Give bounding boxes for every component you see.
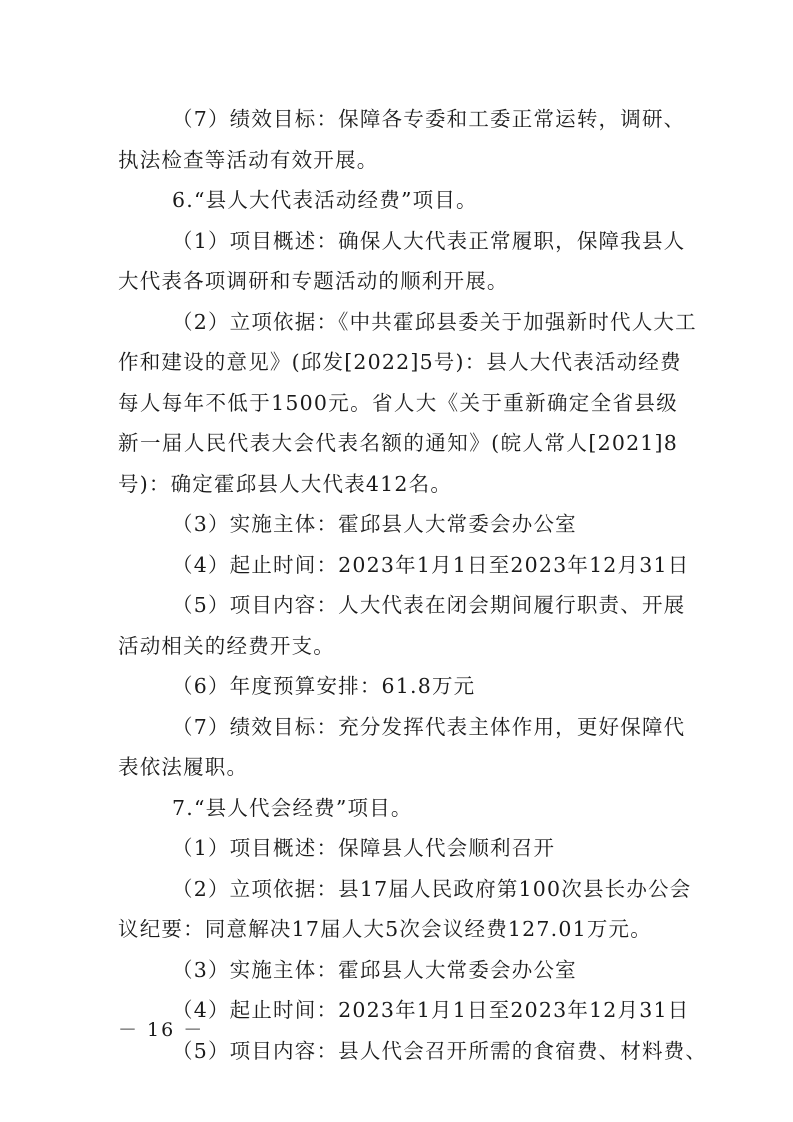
- text-line: 新一届人民代表大会代表名额的通知》(皖人常人[2021]8: [118, 431, 678, 455]
- text-line: （7）绩效目标：保障各专委和工委正常运转，调研、: [172, 107, 686, 131]
- text-line: 大代表各项调研和专题活动的顺利开展。: [118, 269, 509, 293]
- text-line: （3）实施主体：霍邱县人大常委会办公室: [172, 957, 577, 982]
- text-line: （2）立项依据：《中共霍邱县委关于加强新时代人大工: [172, 309, 697, 334]
- text-line: （1）项目概述：保障县人代会顺利召开: [172, 836, 556, 860]
- text-line: （2）立项依据：县17届人民政府第100次县长办公会: [172, 876, 692, 901]
- page-number: － 16 －: [118, 1019, 205, 1041]
- text-line: （4）起止时间：2023年1月1日至2023年12月31日: [172, 552, 690, 577]
- text-line: 活动相关的经费开支。: [118, 633, 335, 658]
- text-line: 6.“县人大代表活动经费”项目。: [172, 188, 478, 212]
- text-line: 表依法履职。: [118, 755, 249, 779]
- text-line: （5）项目内容：人大代表在闭会期间履行职责、开展: [172, 593, 686, 617]
- text-line: （1）项目概述：确保人大代表正常履职，保障我县人: [172, 228, 686, 253]
- text-line: （3）实施主体：霍邱县人大常委会办公室: [172, 512, 577, 536]
- text-line: 议纪要：同意解决17届人大5次会议经费127.01万元。: [118, 917, 652, 941]
- text-line: 作和建设的意见》(邱发[2022]5号)：县人大代表活动经费: [118, 350, 682, 374]
- text-line: （7）绩效目标：充分发挥代表主体作用，更好保障代: [172, 714, 686, 739]
- text-line: （6）年度预算安排：61.8万元: [172, 674, 476, 698]
- text-line: （4）起止时间：2023年1月1日至2023年12月31日: [172, 998, 690, 1022]
- text-line: （5）项目内容：县人代会召开所需的食宿费、材料费、: [172, 1038, 708, 1063]
- text-line: 每人每年不低于1500元。省人大《关于重新确定全省县级: [118, 390, 678, 415]
- text-line: 号)：确定霍邱县人大代表412名。: [118, 471, 453, 496]
- text-line: 执法检查等活动有效开展。: [118, 147, 379, 172]
- text-line: 7.“县人代会经费”项目。: [172, 795, 413, 820]
